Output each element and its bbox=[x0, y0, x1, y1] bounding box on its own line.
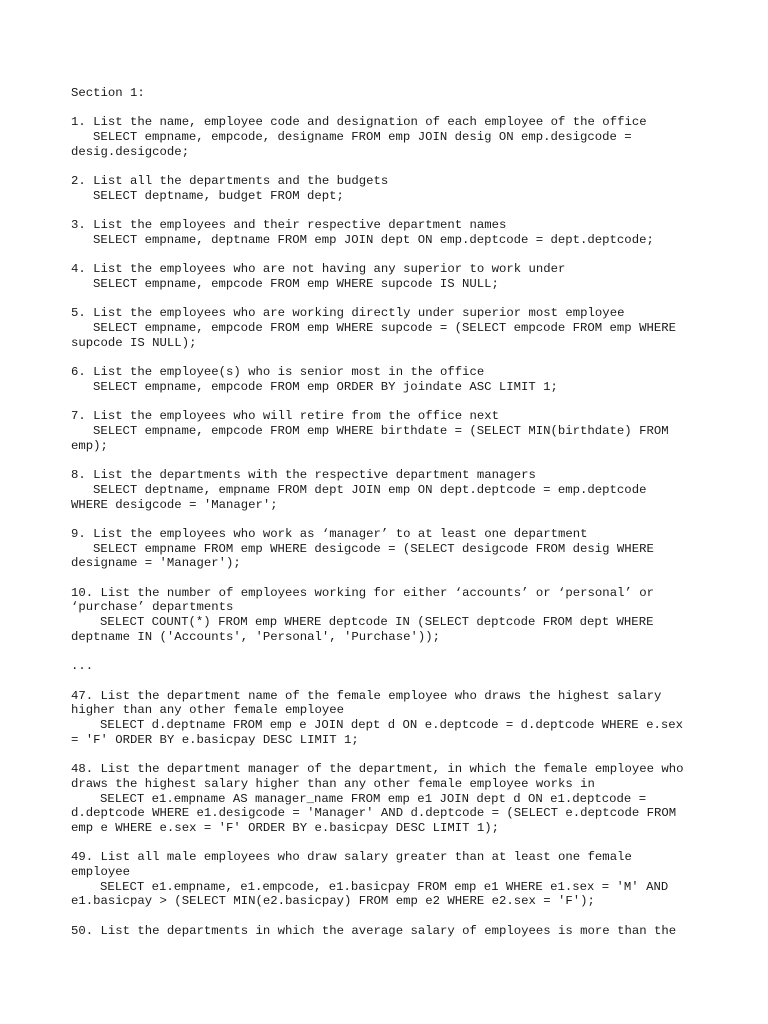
question-item bbox=[71, 365, 711, 394]
question-item bbox=[71, 586, 711, 645]
question-text: 6. List the employee(s) who is senior most in the office bbox=[71, 365, 485, 380]
question-item bbox=[71, 527, 711, 571]
question-item bbox=[71, 924, 711, 939]
section-title bbox=[71, 86, 711, 101]
sql-query bbox=[71, 880, 711, 909]
question-list bbox=[71, 115, 711, 644]
question-item bbox=[71, 409, 711, 453]
sql-query-line: SELECT empname, empcode FROM emp ORDER BY joindate ASC LIMIT 1; bbox=[93, 379, 558, 394]
sql-query bbox=[71, 792, 711, 836]
sql-query-line: SELECT empname, empcode FROM emp WHERE birthdate = (SELECT MIN(birthdate) FROM bbox=[93, 424, 669, 439]
question-text: 5. List the employees who are working directly under superior most employee bbox=[71, 306, 625, 321]
question-item bbox=[71, 174, 711, 203]
question-text: 47. List the department name of the female employee who draws the highest salary higher than any other female employee bbox=[71, 688, 662, 718]
sql-query bbox=[71, 233, 711, 248]
question-text: 4. List the employees who are not having any superior to work under bbox=[71, 262, 566, 277]
question-text: 1. List the name, employee code and designation of each employee of the office bbox=[71, 115, 647, 130]
sql-query-line: SELECT empname, empcode, designame FROM emp JOIN desig ON emp.desigcode = bbox=[93, 130, 632, 145]
sql-query bbox=[71, 542, 711, 571]
question-item bbox=[71, 115, 711, 159]
sql-query-continuation: = 'F' ORDER BY e.basicpay DESC LIMIT 1; bbox=[71, 732, 359, 747]
sql-query-line: SELECT deptname, empname FROM dept JOIN emp ON dept.deptcode = emp.deptcode bbox=[93, 482, 647, 497]
question-text: 2. List all the departments and the budgets bbox=[71, 174, 389, 189]
sql-query-line: SELECT e1.empname AS manager_name FROM emp e1 JOIN dept d ON e1.deptcode = bbox=[100, 791, 647, 806]
question-item bbox=[71, 306, 711, 350]
sql-query-line: SELECT COUNT(*) FROM emp WHERE deptcode IN (SELECT deptcode FROM dept WHERE bbox=[100, 615, 654, 630]
document-body bbox=[71, 86, 711, 953]
sql-query bbox=[71, 424, 711, 453]
question-text: 49. List all male employees who draw salary greater than at least one female employee bbox=[71, 850, 632, 880]
sql-query-continuation: supcode IS NULL); bbox=[71, 335, 197, 350]
sql-query-line: SELECT empname, deptname FROM emp JOIN dept ON emp.deptcode = dept.deptcode; bbox=[93, 232, 654, 247]
ellipsis bbox=[71, 659, 711, 674]
sql-query-continuation: desig.desigcode; bbox=[71, 144, 190, 159]
sql-query-line: SELECT empname FROM emp WHERE desigcode = (SELECT desigcode FROM desig WHERE bbox=[93, 541, 654, 556]
question-item bbox=[71, 468, 711, 512]
sql-query-line: SELECT deptname, budget FROM dept; bbox=[93, 188, 344, 203]
question-item bbox=[71, 262, 711, 291]
question-item bbox=[71, 850, 711, 909]
question-text: 8. List the departments with the respective department managers bbox=[71, 468, 536, 483]
section-title-text: Section 1: bbox=[71, 86, 145, 100]
sql-query-line: SELECT d.deptname FROM emp e JOIN dept d ON e.deptcode = d.deptcode WHERE e.sex bbox=[100, 718, 683, 733]
question-text: 48. List the department manager of the department, in which the female employee who draws the highest salary higher than any other female employee works in bbox=[71, 762, 684, 791]
sql-query-continuation: emp); bbox=[71, 438, 108, 453]
sql-query bbox=[71, 483, 711, 512]
sql-query bbox=[71, 321, 711, 350]
sql-query-continuation: d.deptcode WHERE e1.desigcode = 'Manager' AND d.deptcode = (SELECT e.deptcode FROM emp e WHERE e.sex = 'F' ORDER BY e.basicpay DESC LIMIT 1); bbox=[71, 806, 677, 835]
question-list-late bbox=[71, 689, 711, 939]
ellipsis-text: ... bbox=[71, 659, 94, 674]
question-item bbox=[71, 689, 711, 748]
question-text: 50. List the departments in which the average salary of employees is more than the bbox=[71, 923, 677, 938]
question-item bbox=[71, 762, 711, 836]
question-text: 3. List the employees and their respective department names bbox=[71, 218, 507, 233]
sql-query bbox=[71, 277, 711, 292]
sql-query-continuation: designame = 'Manager'); bbox=[71, 556, 241, 571]
sql-query bbox=[71, 189, 711, 204]
sql-query bbox=[71, 130, 711, 159]
sql-query bbox=[71, 380, 711, 395]
question-text: 9. List the employees who work as ‘manager’ to at least one department bbox=[71, 526, 588, 541]
sql-query bbox=[71, 718, 711, 747]
question-text: 7. List the employees who will retire from the office next bbox=[71, 409, 500, 424]
sql-query-line: SELECT empname, empcode FROM emp WHERE supcode = (SELECT empcode FROM emp WHERE bbox=[93, 321, 676, 336]
sql-query-line: SELECT empname, empcode FROM emp WHERE supcode IS NULL; bbox=[93, 277, 499, 292]
sql-query-continuation: deptname IN ('Accounts', 'Personal', 'Purchase')); bbox=[71, 629, 440, 644]
question-item bbox=[71, 218, 711, 247]
sql-query-continuation: e1.basicpay > (SELECT MIN(e2.basicpay) FROM emp e2 WHERE e2.sex = 'F'); bbox=[71, 894, 595, 909]
sql-query bbox=[71, 615, 711, 644]
sql-query-line: SELECT e1.empname, e1.empcode, e1.basicpay FROM emp e1 WHERE e1.sex = 'M' AND bbox=[100, 879, 669, 894]
sql-query-continuation: WHERE desigcode = 'Manager'; bbox=[71, 497, 278, 512]
question-text: 10. List the number of employees working for either ‘accounts’ or ‘personal’ or ‘purchase’ departments bbox=[71, 585, 654, 615]
